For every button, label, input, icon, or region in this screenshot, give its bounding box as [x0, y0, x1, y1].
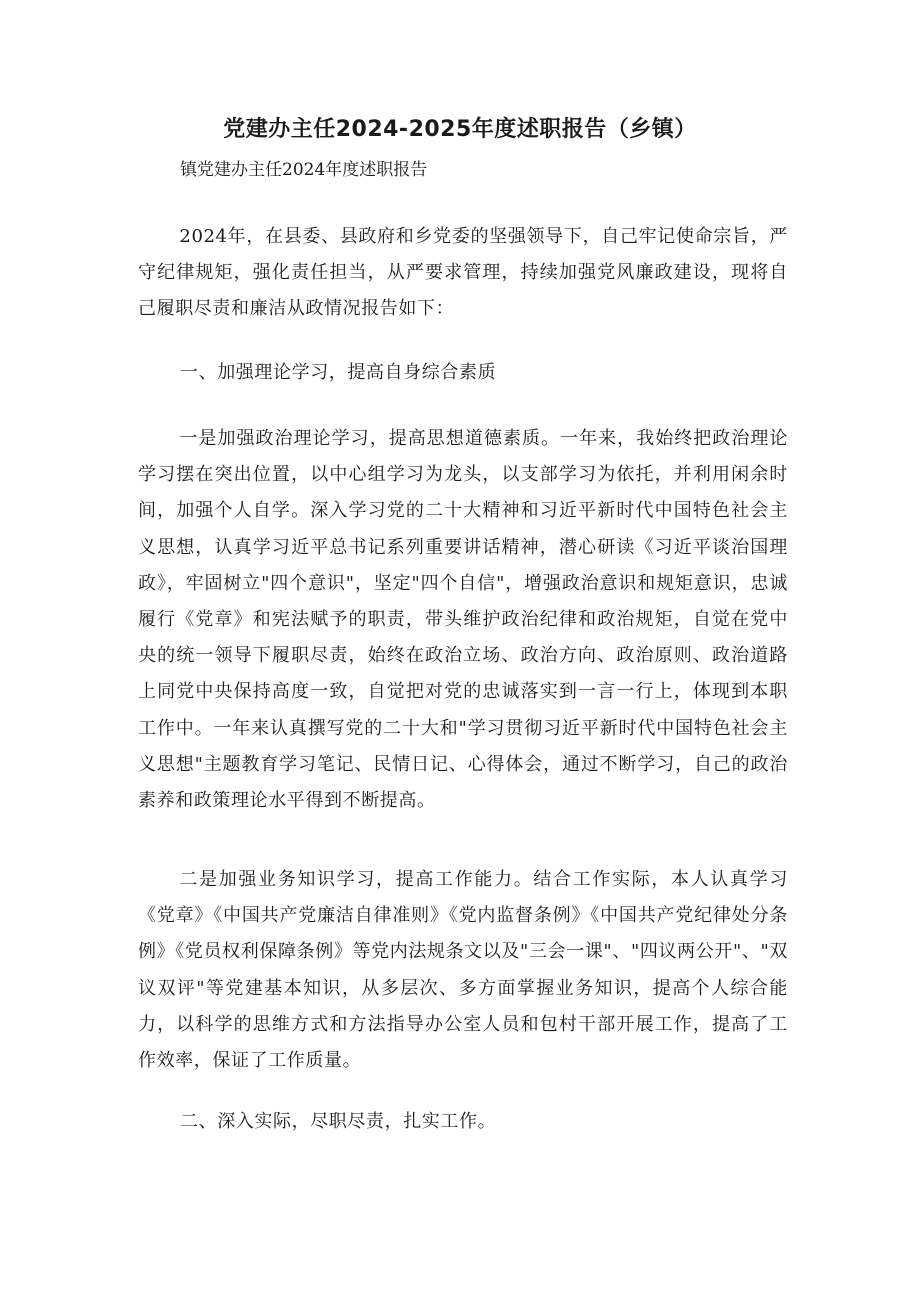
section-2-heading: 二、深入实际，尽职尽责，扎实工作。	[180, 1111, 497, 1132]
intro-paragraph: 2024年，在县委、县政府和乡党委的坚强领导下，自己牢记使命宗旨，严守纪律规矩，强化责任担当，从严要求管理，持续加强党风廉政建设，现将自己履职尽责和廉洁从政情况报告如下：	[138, 226, 788, 320]
document-subtitle: 镇党建办主任2024年度述职报告	[180, 160, 428, 180]
document-title: 党建办主任2024-2025年度述职报告（乡镇）	[223, 117, 697, 142]
section-1-paragraph-2: 二是加强业务知识学习，提高工作能力。结合工作实际，本人认真学习《党章》《中国共产党廉洁自律准则》《党内监督条例》《中国共产党纪律处分条例》《党员权利保障条例》等党内法规条文以及"三会一课"、"四议两公开"、"双议双评"等党建基本知识，从多层次、多方面掌握业务知识，提高个人综合能力，以科学的思维方式和方法指导办公室人员和包村干部开展工作，提高了工作效率，保证了工作质量。	[138, 869, 788, 1072]
section-1-heading: 一、加强理论学习，提高自身综合素质	[180, 362, 497, 383]
section-1-paragraph-1: 一是加强政治理论学习，提高思想道德素质。一年来，我始终把政治理论学习摆在突出位置，以中心组学习为龙头，以支部学习为依托，并利用闲余时间，加强个人自学。深入学习党的二十大精神和习近平新时代中国特色社会主义思想，认真学习近平总书记系列重要讲话精神，潜心研读《习近平谈治国理政》，牢固树立"四个意识"，坚定"四个自信"，增强政治意识和规矩意识，忠诚履行《党章》和宪法赋予的职责，带头维护政治纪律和政治规矩，自觉在党中央的统一领导下履职尽责，始终在政治立场、政治方向、政治原则、政治道路上同党中央保持高度一致，自觉把对党的忠诚落实到一言一行上，体现到本职工作中。一年来认真撰写党的二十大和"学习贯彻习近平新时代中国特色社会主义思想"主题教育学习笔记、民情日记、心得体会，通过不断学习，自己的政治素养和政策理论水平得到不断提高。	[138, 428, 788, 812]
